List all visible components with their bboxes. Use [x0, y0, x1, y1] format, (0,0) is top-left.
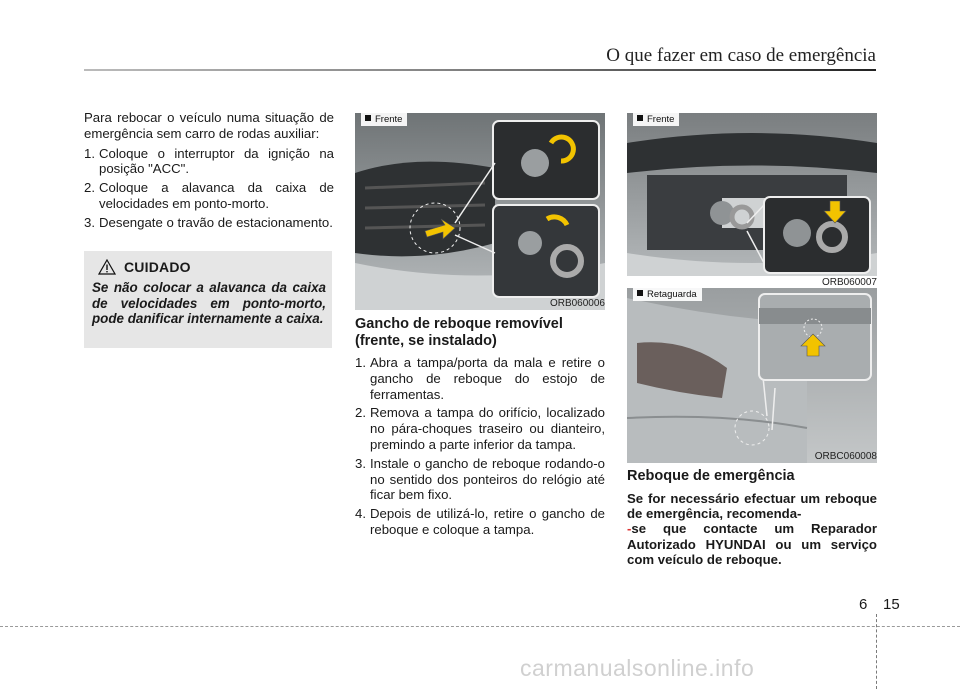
list-item: [355, 506, 605, 538]
figure-code: ORB060007: [821, 277, 877, 288]
square-bullet-icon: [637, 115, 643, 121]
section-heading: Reboque de emergência: [627, 468, 795, 484]
list-item: [355, 456, 605, 503]
figure-tag-label: Retaguarda: [647, 289, 697, 300]
chapter-number: 6: [859, 596, 868, 613]
emergency-tow-text-a: Se for necessário efectuar um reboque de emergência, recomenda-: [627, 490, 877, 521]
figure-tag: [633, 113, 679, 126]
step-text: Coloque a alavanca da caixa de velocidades em ponto-morto.: [99, 180, 334, 211]
list-item: [84, 180, 334, 212]
figure-front-socket: [627, 113, 877, 276]
caution-title: CUIDADO: [124, 259, 191, 275]
front-socket-illustration: [627, 113, 877, 276]
figure-tag-label: Frente: [647, 114, 675, 125]
list-item: [84, 146, 334, 178]
step-text: Coloque o interruptor da ignição na posição "ACC".: [99, 145, 334, 177]
caution-box: [84, 251, 332, 348]
step-text: Remova a tampa do orifício, localizado no pára-choques traseiro ou dianteiro, premindo a parte inferior da tampa.: [370, 405, 605, 452]
step-number: 3.: [355, 455, 366, 471]
step-text: Depois de utilizá-lo, retire o gancho de reboque e coloque a tampa.: [370, 506, 605, 537]
figure-tag: [361, 113, 407, 126]
front-bumper-illustration: [355, 113, 605, 310]
caution-text: Se não colocar a alavanca da caixa de velocidades em ponto-morto, pode danificar internamente a caixa.: [92, 280, 326, 327]
page-separator: [876, 614, 878, 689]
step-number: 2.: [355, 405, 366, 421]
emergency-tow-text-b: se que contacte um Reparador Autorizado HYUNDAI ou um serviço com veículo de reboque.: [627, 521, 877, 568]
emergency-tow-text: [627, 491, 877, 568]
watermark: carmanualsonline.info: [520, 655, 755, 681]
figure-code: ORB060006: [549, 298, 605, 309]
caution-header: [98, 259, 191, 275]
section-heading: Gancho de reboque removível (frente, se instalado): [355, 316, 563, 349]
list-item: [84, 215, 334, 231]
list-item: [355, 405, 605, 452]
warning-icon: [98, 259, 116, 275]
list-item: [355, 355, 605, 402]
figure-rear-socket: [627, 288, 877, 463]
intro-paragraph: Para rebocar o veículo numa situação de emergência sem carro de rodas auxiliar:: [84, 110, 334, 141]
intro-steps: [84, 146, 334, 231]
step-number: 3.: [84, 214, 95, 230]
square-bullet-icon: [637, 290, 643, 296]
hook-steps: [355, 355, 605, 538]
header-rule: [84, 69, 876, 71]
step-text: Instale o gancho de reboque rodando-o no sentido dos ponteiros do relógio até ficar bem fixo.: [370, 455, 605, 503]
step-number: 4.: [355, 506, 366, 522]
step-text: Desengate o travão de estacionamento.: [99, 214, 333, 230]
footer-rule: [0, 626, 960, 627]
step-text: Abra a tampa/porta da mala e retire o gancho de reboque do estojo de ferramentas.: [370, 355, 605, 402]
intro-column: [84, 110, 334, 234]
hyphen-mark: -: [627, 521, 632, 537]
page-header-title: O que fazer em caso de emergência: [606, 45, 876, 66]
removable-hook-section: [355, 316, 605, 541]
figure-code: ORBC060008: [814, 451, 877, 462]
step-number: 1.: [355, 355, 366, 370]
step-number: 2.: [84, 180, 95, 196]
emergency-tow-section: [627, 468, 877, 568]
square-bullet-icon: [365, 115, 371, 121]
figure-front-hook: [355, 113, 605, 310]
page-number: 15: [883, 596, 900, 613]
figure-tag: [633, 288, 702, 301]
rear-bumper-illustration: [627, 288, 877, 463]
step-number: 1.: [84, 145, 95, 161]
figure-tag-label: Frente: [375, 114, 403, 125]
